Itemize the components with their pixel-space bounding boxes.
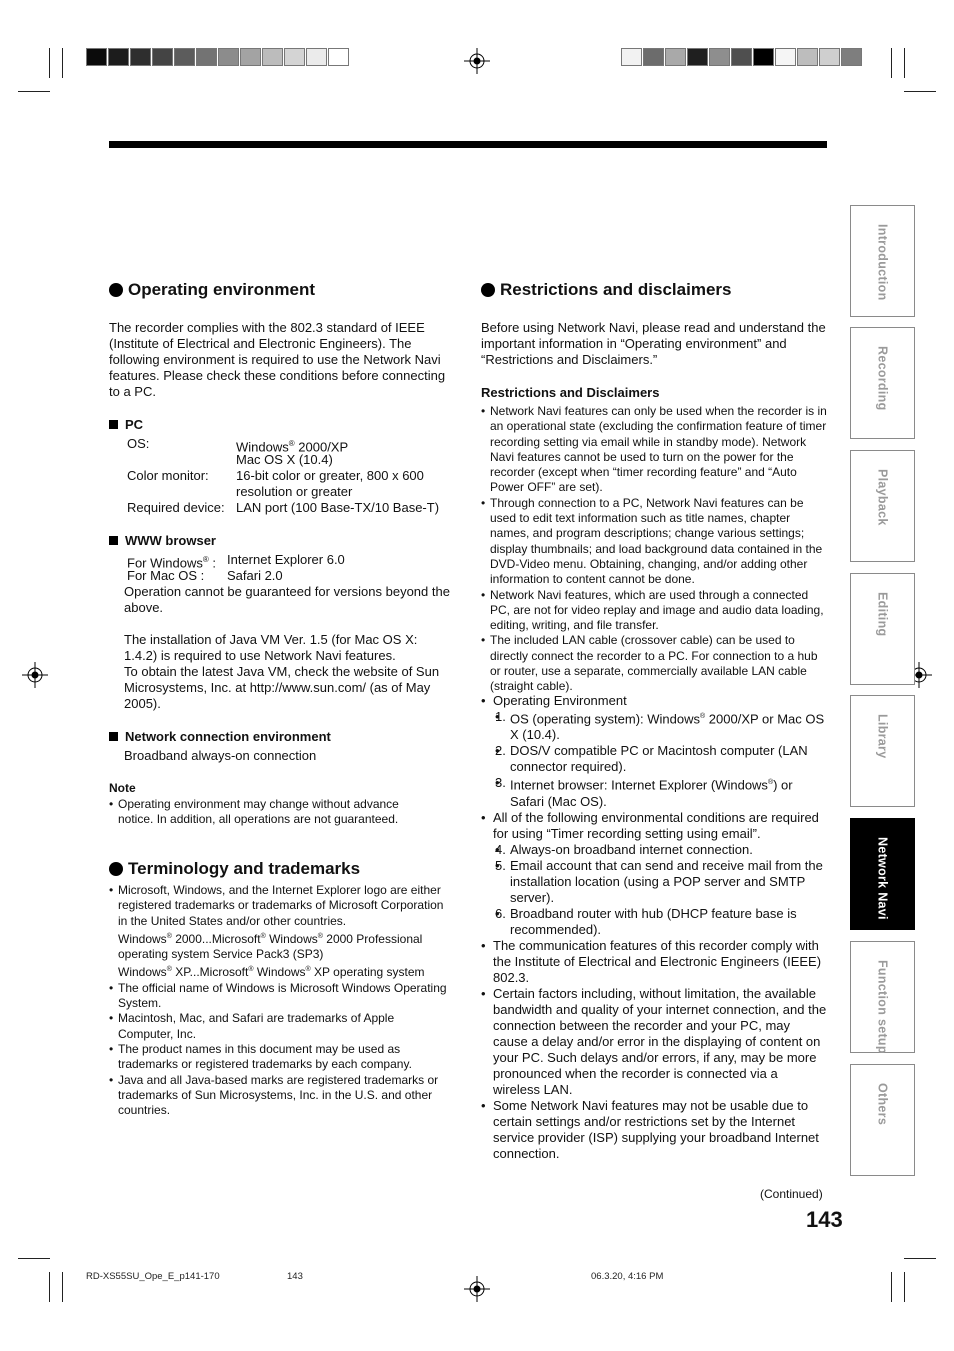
- tab-network-navi[interactable]: Network Navi: [850, 818, 915, 930]
- note-list: [109, 797, 429, 828]
- email-numbered-list: [495, 842, 827, 938]
- restrictions-intro: Before using Network Navi, please read and understand the important information in “Operating environment” and “Restrictions and Disclaimers.”: [481, 320, 826, 367]
- color-swatch: [797, 48, 818, 66]
- java-requirement: The installation of Java VM Ver. 1.5 (for Mac OS X: 1.4.2) is required to use Network Navi features.: [124, 632, 418, 663]
- color-swatch: [731, 48, 752, 66]
- os-value-mac: Mac OS X (10.4): [236, 452, 333, 467]
- footer-file: RD-XS55SU_Ope_E_p141-170: [86, 1271, 220, 1282]
- list-item: • Through connection to a PC, Network Navi features can be used to edit text information such as title names, chapter names, and program descriptions; change various settings; display thumbnails; and load background data contained in the DVD-Video menu. Obtaining, changing, and/or adding other information to content cannot be done.: [481, 496, 827, 588]
- operating-intro: The recorder complies with the 802.3 standard of IEEE (Institute of Electrical and Electronic Engineers). The following environment is required to use the Network Navi features. Please check these conditions before connecting to a PC.: [109, 320, 446, 399]
- list-item: • All of the following environmental conditions are required for using “Timer recording setting using email”. • 4. Always-on broadband internet connection. • 5. Email account that can send and receive mail from the installation location (using a POP server and SMTP server). • 6. Broadband router with hub (DHCP feature base is recommended).: [481, 810, 827, 938]
- numbered-item: • 2. DOS/V compatible PC or Macintosh computer (LAN connector required).: [495, 743, 827, 775]
- color-swatch: [284, 48, 305, 66]
- registration-mark-icon: [464, 48, 490, 74]
- bullet-dot-icon: [109, 283, 123, 297]
- tab-introduction[interactable]: Introduction: [850, 205, 915, 317]
- color-swatch: [174, 48, 195, 66]
- list-item: • Macintosh, Mac, and Safari are trademarks of Apple Computer, Inc.: [109, 1011, 449, 1042]
- color-swatch: [753, 48, 774, 66]
- square-bullet-icon: [109, 536, 118, 545]
- color-bar-right: [621, 48, 863, 68]
- trademarks-list: [109, 883, 449, 1118]
- numbered-item: • 6. Broadband router with hub (DHCP feature base is recommended).: [495, 906, 827, 938]
- color-swatch: [196, 48, 217, 66]
- terminology-heading: Terminology and trademarks: [109, 859, 360, 879]
- java-latest: To obtain the latest Java VM, check the website of Sun Microsystems, Inc. at http://www.sun.com/ (as of May 2005).: [124, 664, 440, 711]
- restrictions-list: [481, 404, 827, 695]
- tab-editing[interactable]: Editing: [850, 573, 915, 685]
- tab-recording[interactable]: Recording: [850, 327, 915, 439]
- www-browser-heading: WWW browser: [109, 533, 216, 548]
- registration-mark-icon: [464, 1276, 490, 1302]
- note-item: • Operating environment may change without advance notice. In addition, all operations are not guaranteed.: [109, 797, 429, 828]
- color-swatch: [130, 48, 151, 66]
- color-swatch: [775, 48, 796, 66]
- device-value: LAN port (100 Base-TX/10 Base-T): [236, 500, 440, 515]
- color-swatch: [841, 48, 862, 66]
- footer-page: 143: [287, 1271, 303, 1282]
- list-item: • Microsoft, Windows, and the Internet Explorer logo are either registered trademarks or trademarks of Microsoft Corporation in the United States and/or other countries. Windows® 2000...Microsoft® Windows® 2000 Professional operating system Service Pack3 (SP3) Windows® XP...Microsoft® Windows® XP operating system: [109, 883, 449, 981]
- color-swatch: [643, 48, 664, 66]
- page-number: 143: [806, 1207, 843, 1232]
- list-item: • The included LAN cable (crossover cable) can be used to directly connect the recorder to a PC. For connection to a hub or router, use a separate, commercially available LAN cable (straight cable).: [481, 633, 827, 694]
- color-swatch: [218, 48, 239, 66]
- tab-playback[interactable]: Playback: [850, 450, 915, 562]
- list-item: • The product names in this document may be used as trademarks or registered trademarks by each company.: [109, 1042, 449, 1073]
- list-item: • Certain factors including, without limitation, the available bandwidth and quality of your internet connection, and the connection between the recorder and your PC, may cause a delay and/or error in the displaying of content on your PC. Such delays and/or errors, if any, may be more pronounced when the recorder is connected via a wireless LAN.: [481, 986, 827, 1098]
- color-swatch: [240, 48, 261, 66]
- list-item: • The official name of Windows is Microsoft Windows Operating System.: [109, 981, 449, 1012]
- windows-browser-label: For Windows® :: [127, 555, 216, 571]
- continued-label: (Continued): [760, 1187, 823, 1201]
- color-bar-left: [86, 48, 350, 68]
- color-swatch: [86, 48, 107, 66]
- square-bullet-icon: [109, 420, 118, 429]
- list-item: • Network Navi features, which are used through a connected PC, are not for video replay and image and audio data loading, editing, writing, and file transfer.: [481, 588, 827, 634]
- numbered-item: • 5. Email account that can send and receive mail from the installation location (using a POP server and SMTP server).: [495, 858, 827, 906]
- browser-list: [127, 552, 457, 586]
- network-connection-value: Broadband always-on connection: [124, 748, 317, 763]
- list-item: • Operating Environment • 1. OS (operating system): Windows® 2000/XP or Mac OS X (10.4). • 2. DOS/V compatible PC or Macintosh computer (LAN connector required). • 3. Internet browser: Internet Explorer (Windows®) or Safari (Mac OS).: [481, 693, 827, 810]
- color-swatch: [152, 48, 173, 66]
- footer-date: 06.3.20, 4:16 PM: [591, 1271, 664, 1282]
- color-swatch: [665, 48, 686, 66]
- monitor-value-2: resolution or greater: [236, 484, 353, 499]
- color-swatch: [108, 48, 129, 66]
- color-swatch: [621, 48, 642, 66]
- bullet-dot-icon: [481, 283, 495, 297]
- monitor-value: 16-bit color or greater, 800 x 600: [236, 468, 424, 483]
- square-bullet-icon: [109, 732, 118, 741]
- numbered-item: • 4. Always-on broadband internet connection.: [495, 842, 827, 858]
- pc-heading: PC: [109, 417, 143, 432]
- operating-environment-heading: Operating environment: [109, 280, 315, 300]
- pc-requirements: [127, 436, 457, 526]
- browser-guarantee: Operation cannot be guaranteed for versions beyond the above.: [124, 584, 450, 615]
- environment-numbered-list: [495, 709, 827, 810]
- note-title: Note: [109, 781, 136, 795]
- header-rule: [109, 141, 827, 148]
- windows-browser-value: Internet Explorer 6.0: [227, 552, 345, 567]
- monitor-label: Color monitor:: [127, 468, 209, 483]
- registration-mark-icon: [22, 662, 48, 688]
- network-connection-heading: Network connection environment: [109, 729, 331, 744]
- color-swatch: [709, 48, 730, 66]
- restrictions-heading: Restrictions and disclaimers: [481, 280, 731, 300]
- restrictions-subtitle: Restrictions and Disclaimers: [481, 385, 660, 400]
- bullet-dot-icon: [109, 862, 123, 876]
- os-value: Windows® 2000/XP: [236, 439, 349, 455]
- color-swatch: [819, 48, 840, 66]
- mac-browser-value: Safari 2.0: [227, 568, 283, 583]
- device-label: Required device:: [127, 500, 225, 515]
- os-label: OS:: [127, 436, 150, 451]
- color-swatch: [328, 48, 349, 66]
- tab-others[interactable]: Others: [850, 1064, 915, 1176]
- tab-function-setup[interactable]: Function setup: [850, 941, 915, 1053]
- numbered-item: • 3. Internet browser: Internet Explorer (Windows®) or Safari (Mac OS).: [495, 775, 827, 809]
- environment-list: [481, 693, 827, 1162]
- numbered-item: • 1. OS (operating system): Windows® 2000/XP or Mac OS X (10.4).: [495, 709, 827, 743]
- tab-library[interactable]: Library: [850, 695, 915, 807]
- list-item: • Java and all Java-based marks are registered trademarks or trademarks of Sun Microsystems, Inc. in the U.S. and other countries.: [109, 1073, 449, 1119]
- color-swatch: [306, 48, 327, 66]
- list-item: • Some Network Navi features may not be usable due to certain settings and/or restrictions set by the Internet service provider (ISP) supplying your broadband Internet connection.: [481, 1098, 827, 1162]
- list-item: • The communication features of this recorder comply with the Institute of Electrical and Electronic Engineers (IEEE) 802.3.: [481, 938, 827, 986]
- mac-browser-label: For Mac OS :: [127, 568, 205, 583]
- color-swatch: [687, 48, 708, 66]
- color-swatch: [262, 48, 283, 66]
- list-item: • Network Navi features can only be used when the recorder is in an operational state (excluding the confirmation feature of timer recording setting via email while in standby mode). Network Navi features cannot be used to turn on the power for the recorder (except when “timer recording feature” and “Auto Power OFF” are set).: [481, 404, 827, 496]
